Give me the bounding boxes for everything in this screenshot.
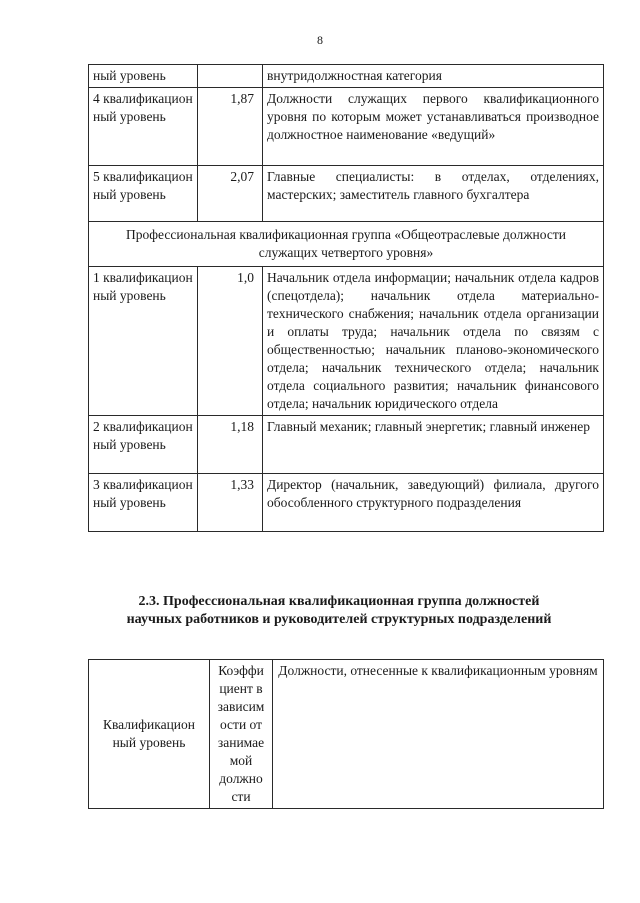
- positions-cell: Директор (начальник, заведующий) филиала, другого обособленного структурного подразделения: [263, 474, 604, 532]
- level-cell: 1 квалификацион ный уровень: [89, 267, 198, 416]
- research-staff-table: [88, 659, 604, 809]
- level-cell: 5 квалификацион ный уровень: [89, 166, 198, 222]
- positions-cell: Должности служащих первого квалификационного уровня по которым может устанавливаться производное должностное наименование «ведущий»: [263, 88, 604, 166]
- page-number: 8: [317, 33, 323, 47]
- coef-cell: 2,07: [198, 166, 263, 222]
- table-row: [89, 416, 604, 474]
- table-row: [89, 65, 604, 88]
- table-row: [89, 474, 604, 532]
- header-level: Квалификацион ный уровень: [89, 660, 210, 809]
- header-coef: Коэффи циент в зависим ости от занимае мой должно сти: [210, 660, 273, 809]
- group-header-row: [89, 222, 604, 267]
- level-cell: 3 квалификацион ный уровень: [89, 474, 198, 532]
- positions-cell: Главный механик; главный энергетик; главный инженер: [263, 416, 604, 474]
- header-positions: Должности, отнесенные к квалификационным уровням: [273, 660, 604, 809]
- coef-cell: [198, 65, 263, 88]
- qualification-table: [88, 64, 604, 532]
- table-header-row: [89, 660, 604, 809]
- level-cell: 4 квалификацион ный уровень: [89, 88, 198, 166]
- section-title: 2.3. Профессиональная квалификационная группа должностей научных работников и руководителей структурных подразделений: [126, 594, 552, 627]
- positions-cell: Главные специалисты: в отделах, отделениях, мастерских; заместитель главного бухгалтера: [263, 166, 604, 222]
- group-title: Профессиональная квалификационная группа «Общеотраслевые должности служащих четвертого уровня»: [89, 222, 604, 267]
- positions-cell: внутридолжностная категория: [263, 65, 604, 88]
- table-row: [89, 267, 604, 416]
- positions-cell: Начальник отдела информации; начальник отдела кадров (спецотдела); начальник отдела материально-технического снабжения; начальник отдела организации и оплаты труда; начальник отдела по связям с общественностью; начальник планово-экономического отдела; начальник технического отдела; начальник отдела социального развития; начальник финансового отдела; начальник юридического отдела: [263, 267, 604, 416]
- level-cell: ный уровень: [89, 65, 198, 88]
- coef-cell: 1,0: [198, 267, 263, 416]
- coef-cell: 1,33: [198, 474, 263, 532]
- coef-cell: 1,87: [198, 88, 263, 166]
- table-row: [89, 166, 604, 222]
- table-row: [89, 88, 604, 166]
- level-cell: 2 квалификацион ный уровень: [89, 416, 198, 474]
- coef-cell: 1,18: [198, 416, 263, 474]
